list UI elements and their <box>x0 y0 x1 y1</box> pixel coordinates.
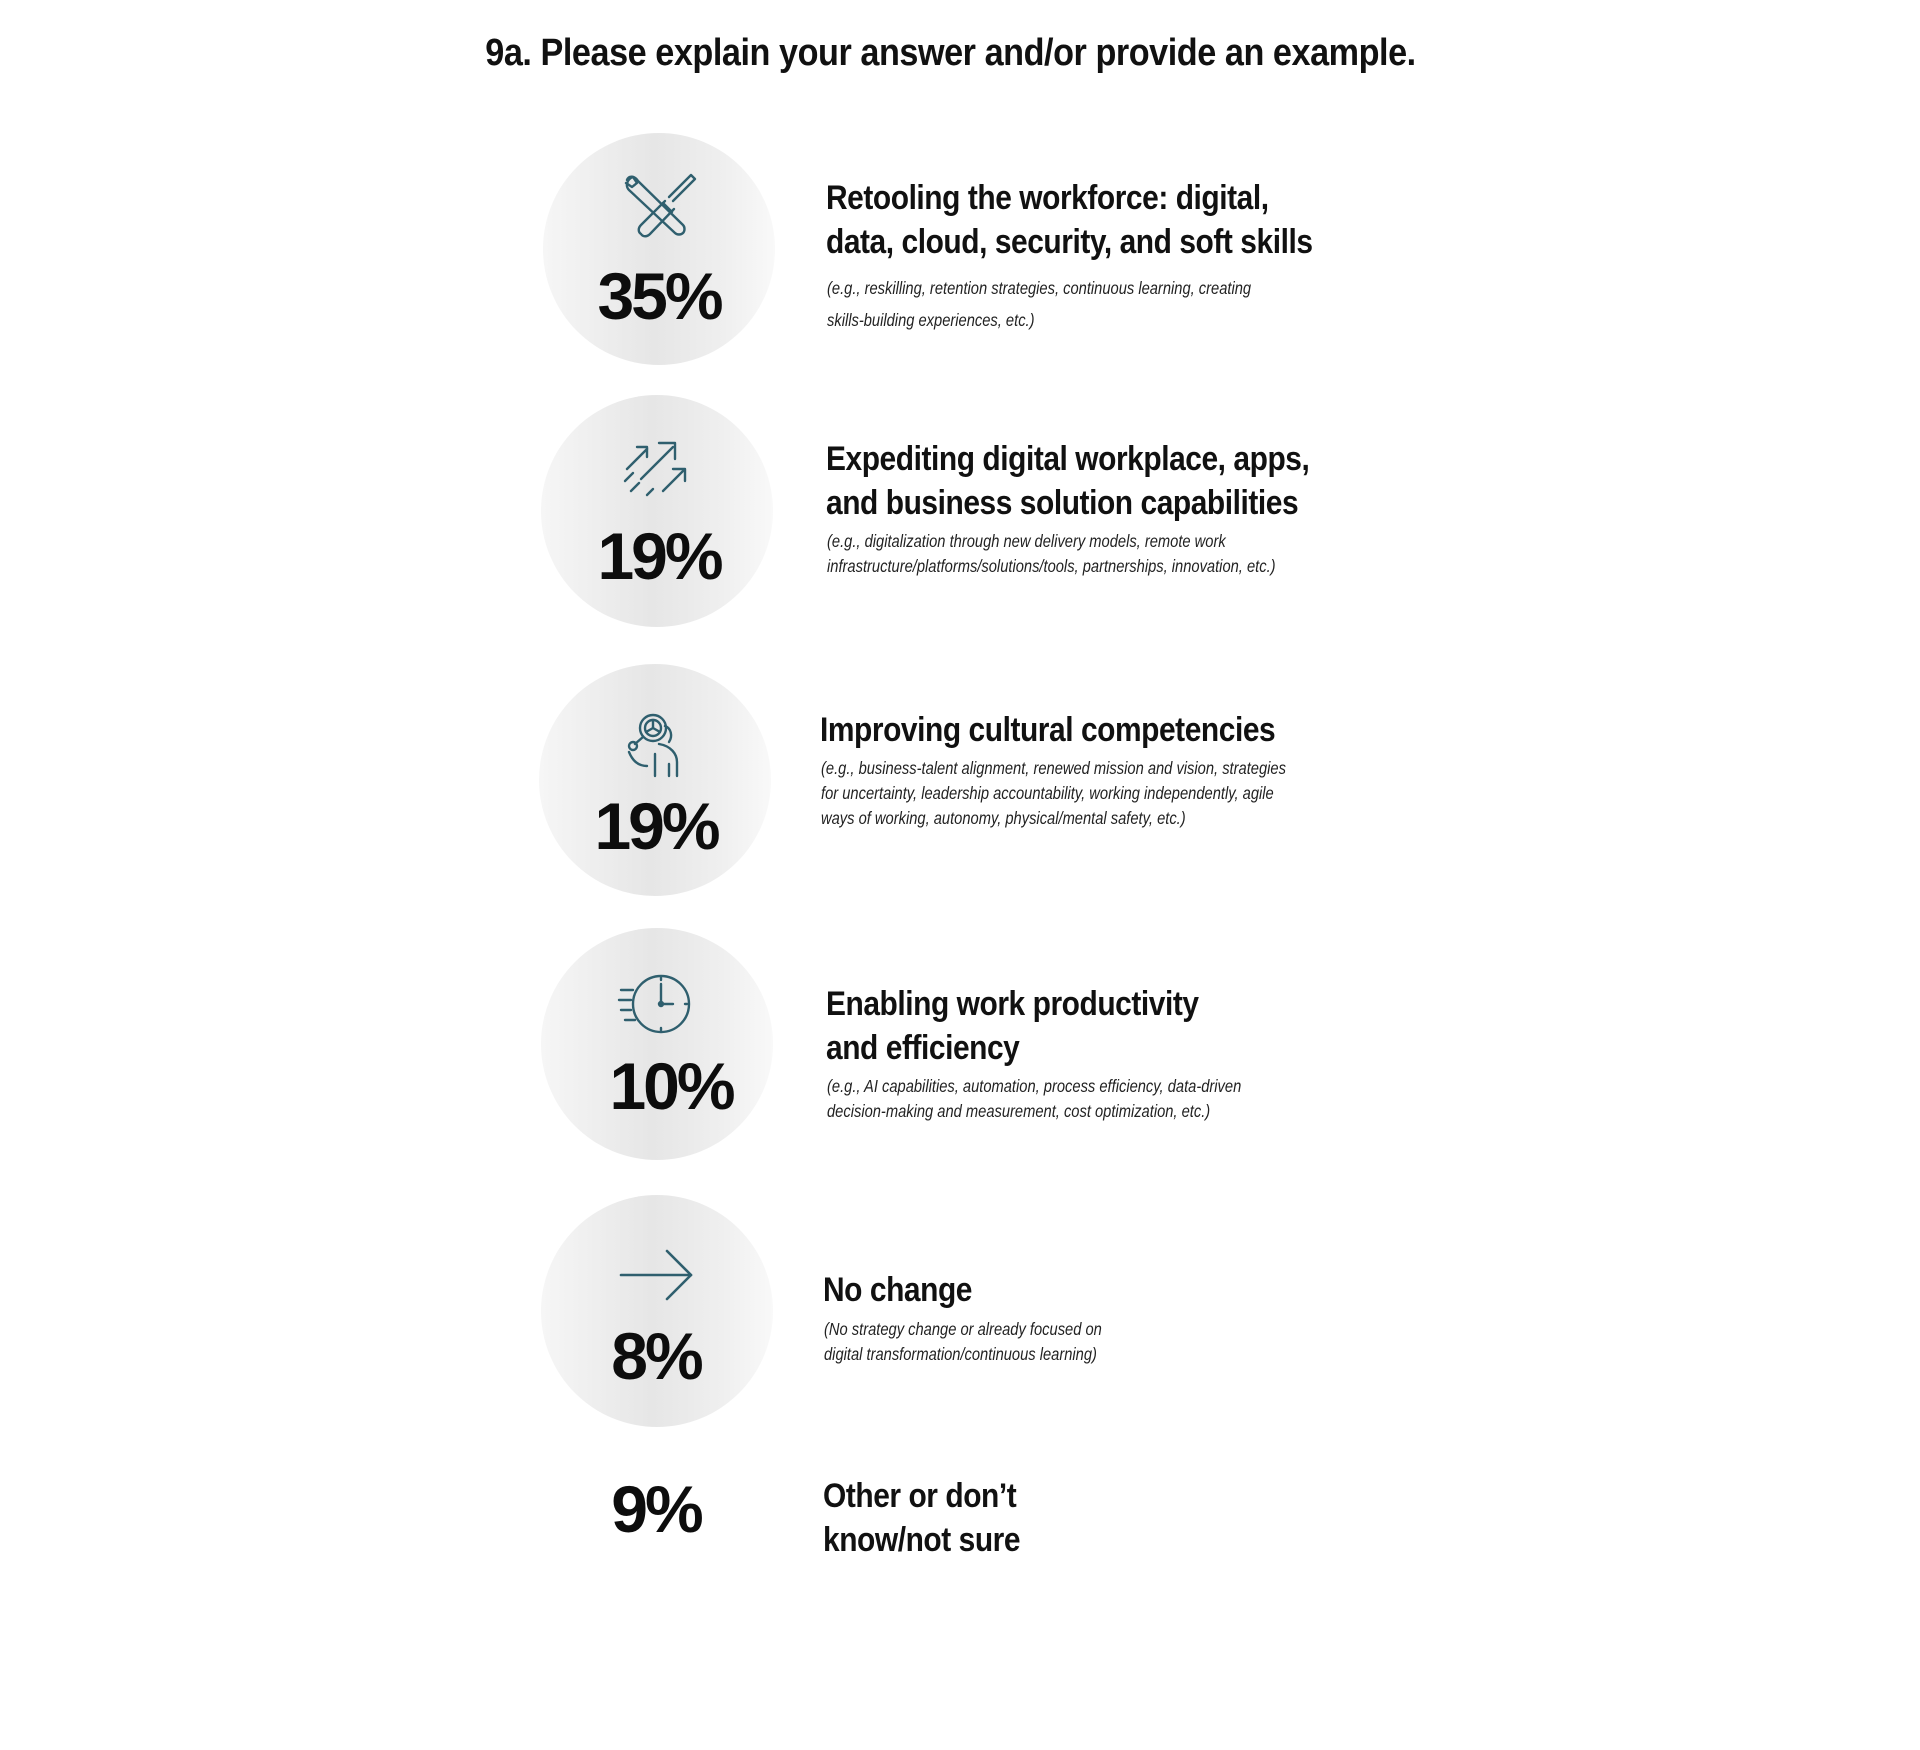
wrench-screwdriver-icon <box>619 171 699 243</box>
person-magnifier-icon <box>615 706 695 778</box>
item-2-percent: 19% <box>597 519 721 593</box>
item-2-label: Expediting digital workplace, apps, and business solution capabilities <box>826 440 1310 522</box>
item-1-label: Retooling the workforce: digital, data, cloud, security, and soft skills <box>826 179 1313 261</box>
item-2-note: (e.g., digitalization through new delivery models, remote work infrastructure/platforms/solutions/tools, partnerships, innovation, etc.) <box>827 531 1276 576</box>
right-arrow-icon <box>617 1243 697 1315</box>
item-6-percent: 9% <box>611 1472 701 1546</box>
item-3-label: Improving cultural competencies <box>820 711 1276 749</box>
item-1-note: (e.g., reskilling, retention strategies, continuous learning, creating skills-building experiences, etc.) <box>827 278 1252 330</box>
upward-arrows-icon <box>617 433 697 505</box>
item-4-percent: 10% <box>609 1049 733 1123</box>
item-6-label: Other or don’t know/not sure <box>823 1477 1021 1559</box>
item-5-note: (No strategy change or already focused on digital transformation/continuous learning) <box>824 1319 1102 1364</box>
item-5-label: No change <box>823 1271 972 1309</box>
item-5-percent: 8% <box>611 1319 701 1393</box>
item-3-note: (e.g., business-talent alignment, renewed mission and vision, strategies for uncertainty, leadership accountability, working independently, agile ways of working, autonomy, physical/mental safety, etc.) <box>821 758 1286 828</box>
item-3-percent: 19% <box>594 789 718 863</box>
item-4-note: (e.g., AI capabilities, automation, process efficiency, data-driven decision-making and measurement, cost optimization, etc.) <box>827 1076 1242 1121</box>
chart-title: 9a. Please explain your answer and/or provide an example. <box>485 32 1416 74</box>
fast-clock-icon <box>617 968 697 1040</box>
item-4-label: Enabling work productivity and efficiency <box>826 985 1199 1067</box>
item-4-circle <box>541 928 773 1160</box>
item-1-percent: 35% <box>597 259 721 333</box>
